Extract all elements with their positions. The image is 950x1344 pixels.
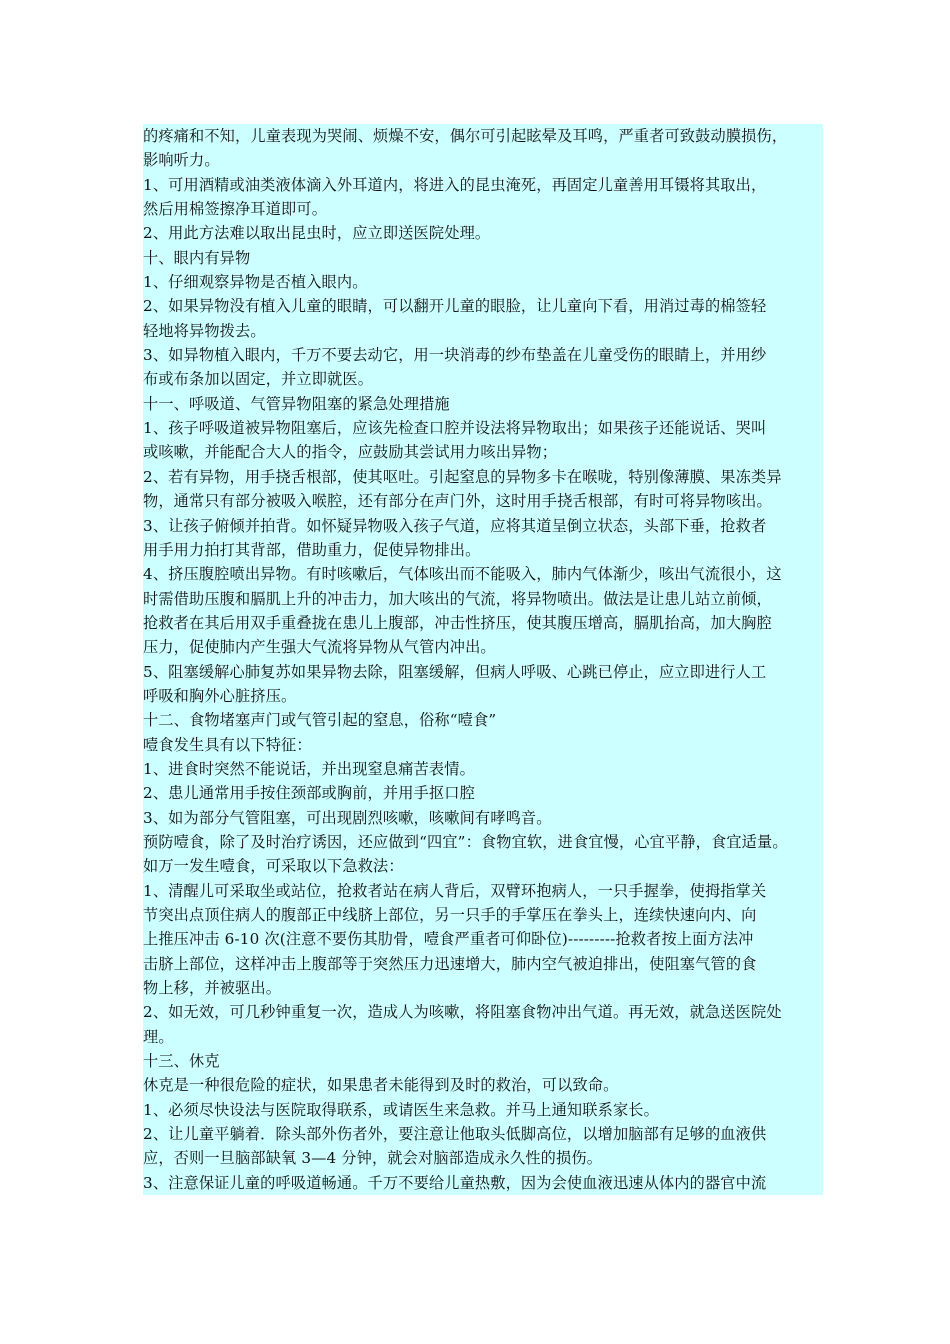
text-line: 影响听力。 bbox=[143, 148, 823, 172]
text-line: 十三、休克 bbox=[143, 1049, 823, 1073]
text-line: 噎食发生具有以下特征： bbox=[143, 733, 823, 757]
text-line: 1、孩子呼吸道被异物阻塞后，应该先检查口腔并设法将异物取出；如果孩子还能说话、哭叫 bbox=[143, 416, 823, 440]
text-line: 4、挤压腹腔喷出异物。有时咳嗽后，气体咳出而不能吸入，肺内气体渐少，咳出气流很小，这 bbox=[143, 562, 823, 586]
text-line: 3、让孩子俯倾并拍背。如怀疑异物吸入孩子气道，应将其道呈倒立状态，头部下垂，抢救者 bbox=[143, 514, 823, 538]
text-line: 呼吸和胸外心脏挤压。 bbox=[143, 684, 823, 708]
text-line: 布或布条加以固定，并立即就医。 bbox=[143, 367, 823, 391]
text-line: 3、如异物植入眼内，千万不要去动它，用一块消毒的纱布垫盖在儿童受伤的眼睛上，并用纱 bbox=[143, 343, 823, 367]
text-line: 1、清醒儿可采取坐或站位，抢救者站在病人背后，双臂环抱病人，一只手握拳，使拇指掌关 bbox=[143, 879, 823, 903]
text-line: 十一、呼吸道、气管异物阻塞的紧急处理措施 bbox=[143, 392, 823, 416]
text-line: 2、用此方法难以取出昆虫时，应立即送医院处理。 bbox=[143, 221, 823, 245]
text-line: 十二、食物堵塞声门或气管引起的窒息，俗称“噎食” bbox=[143, 708, 823, 732]
text-line: 如万一发生噎食，可采取以下急救法： bbox=[143, 854, 823, 878]
text-line: 时需借助压腹和膈肌上升的冲击力，加大咳出的气流，将异物喷出。做法是让患儿站立前倾， bbox=[143, 587, 823, 611]
text-line: 休克是一种很危险的症状，如果患者未能得到及时的救治，可以致命。 bbox=[143, 1073, 823, 1097]
text-line: 1、必须尽快设法与医院取得联系，或请医生来急救。并马上通知联系家长。 bbox=[143, 1098, 823, 1122]
text-line: 2、让儿童平躺着．除头部外伤者外，要注意让他取头低脚高位，以增加脑部有足够的血液供 bbox=[143, 1122, 823, 1146]
text-line: 然后用棉签擦净耳道即可。 bbox=[143, 197, 823, 221]
text-line: 物上移，并被驱出。 bbox=[143, 976, 823, 1000]
text-line: 轻地将异物拨去。 bbox=[143, 319, 823, 343]
text-line: 应，否则一旦脑部缺氧 3—4 分钟，就会对脑部造成永久性的损伤。 bbox=[143, 1146, 823, 1170]
text-line: 物，通常只有部分被吸入喉腔，还有部分在声门外，这时用手挠舌根部，有时可将异物咳出。 bbox=[143, 489, 823, 513]
text-line: 节突出点顶住病人的腹部正中线脐上部位，另一只手的手掌压在拳头上，连续快速向内、向 bbox=[143, 903, 823, 927]
text-line: 2、如果异物没有植入儿童的眼睛，可以翻开儿童的眼脸，让儿童向下看，用消过毒的棉签轻 bbox=[143, 294, 823, 318]
document-body bbox=[143, 124, 823, 1195]
text-line: 3、注意保证儿童的呼吸道畅通。千万不要给儿童热敷，因为会使血液迅速从体内的器官中流 bbox=[143, 1171, 823, 1195]
text-line: 1、进食时突然不能说话，并出现窒息痛苦表情。 bbox=[143, 757, 823, 781]
text-line: 2、如无效，可几秒钟重复一次，造成人为咳嗽，将阻塞食物冲出气道。再无效，就急送医院处 bbox=[143, 1000, 823, 1024]
text-line: 用手用力拍打其背部，借助重力，促使异物排出。 bbox=[143, 538, 823, 562]
text-line: 理。 bbox=[143, 1025, 823, 1049]
text-line: 2、若有异物，用手挠舌根部，使其呕吐。引起窒息的异物多卡在喉咙，特别像薄膜、果冻类异 bbox=[143, 465, 823, 489]
text-line: 3、如为部分气管阻塞，可出现剧烈咳嗽，咳嗽间有哮鸣音。 bbox=[143, 806, 823, 830]
text-line: 击脐上部位，这样冲击上腹部等于突然压力迅速增大，肺内空气被迫排出，使阻塞气管的食 bbox=[143, 952, 823, 976]
text-line: 的疼痛和不知，儿童表现为哭闹、烦燥不安，偶尔可引起眩晕及耳鸣，严重者可致鼓动膜损伤， bbox=[143, 124, 823, 148]
text-line: 1、可用酒精或油类液体滴入外耳道内，将进入的昆虫淹死，再固定儿童善用耳镊将其取出， bbox=[143, 173, 823, 197]
text-line: 预防噎食，除了及时治疗诱因，还应做到“四宜”：食物宜软，进食宜慢，心宜平静，食宜适量。 bbox=[143, 830, 823, 854]
text-line: 2、患儿通常用手按住颈部或胸前，并用手抠口腔 bbox=[143, 781, 823, 805]
text-line: 1、仔细观察异物是否植入眼内。 bbox=[143, 270, 823, 294]
text-line: 上推压冲击 6-10 次(注意不要伤其肋骨，噎食严重者可仰卧位)---------抢救者按上面方法冲 bbox=[143, 927, 823, 951]
text-line: 或咳嗽，并能配合大人的指令，应鼓励其尝试用力咳出异物； bbox=[143, 440, 823, 464]
text-line: 十、眼内有异物 bbox=[143, 246, 823, 270]
text-line: 抢救者在其后用双手重叠拢在患儿上腹部，冲击性挤压，使其腹压增高，膈肌抬高，加大胸腔 bbox=[143, 611, 823, 635]
text-line: 压力，促使肺内产生强大气流将异物从气管内冲出。 bbox=[143, 635, 823, 659]
text-line: 5、阻塞缓解心肺复苏如果异物去除，阻塞缓解，但病人呼吸、心跳已停止，应立即进行人工 bbox=[143, 660, 823, 684]
